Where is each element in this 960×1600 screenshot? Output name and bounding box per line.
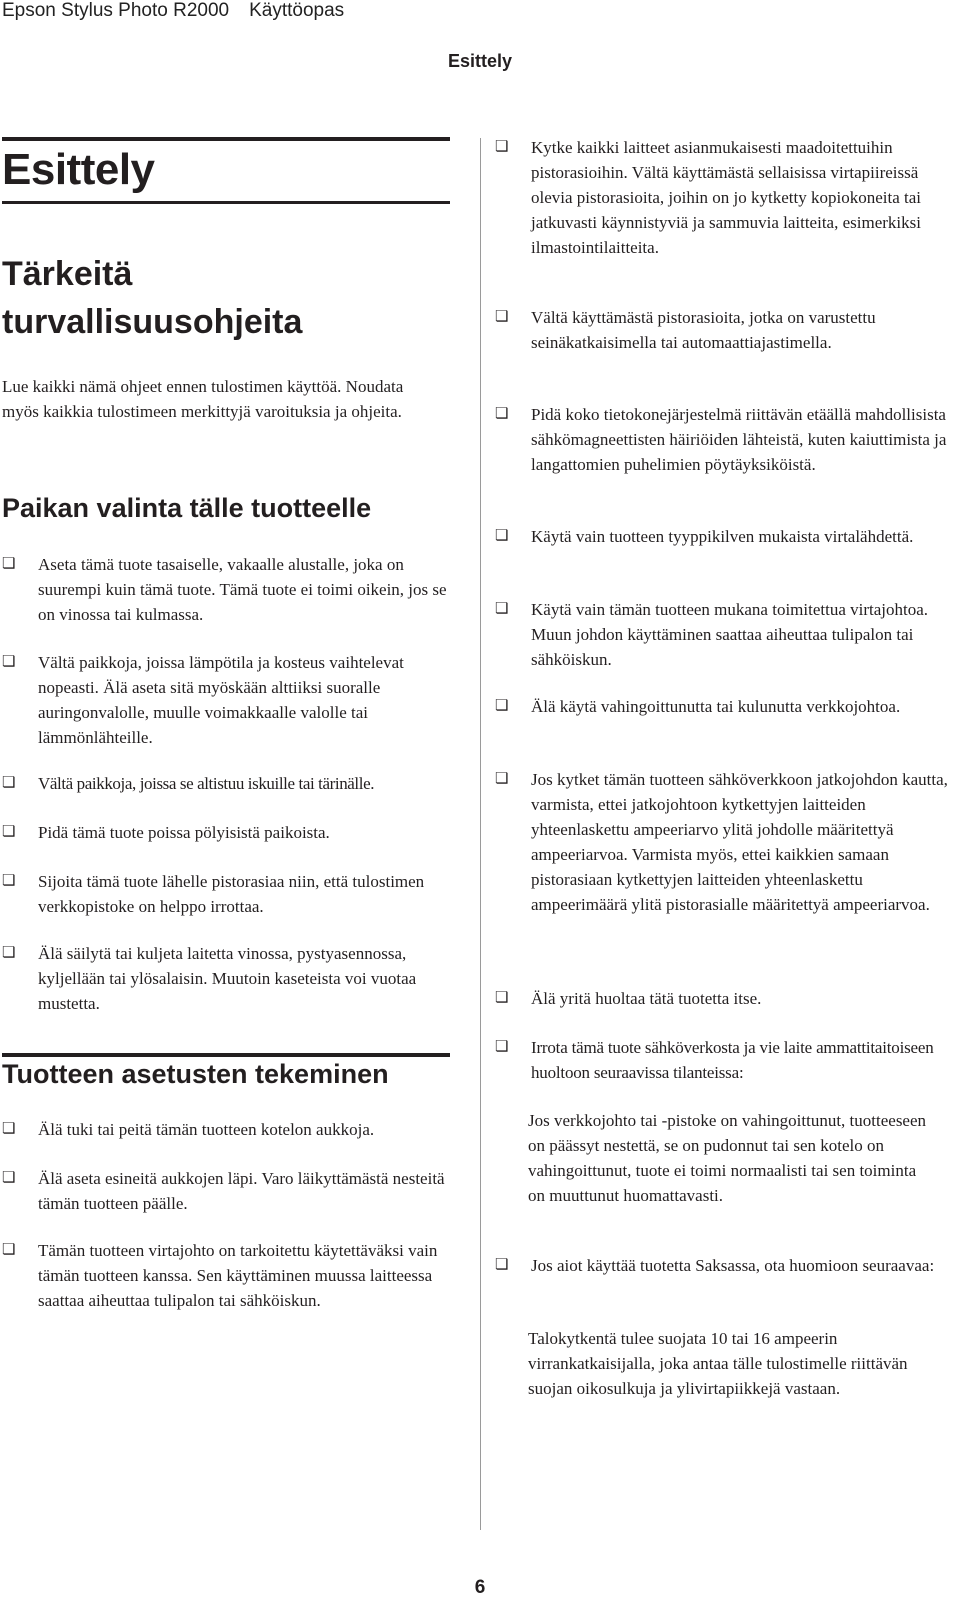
list-item: ❏ Älä käytä vahingoittunutta tai kulunutta verkkojohtoa.	[495, 694, 950, 719]
list-item: ❏ Käytä vain tuotteen tyyppikilven mukaista virtalähdettä.	[495, 524, 950, 549]
checkbox-icon: ❏	[2, 775, 16, 791]
list-item: ❏ Vältä paikkoja, joissa se altistuu iskuille tai tärinälle.	[2, 771, 457, 796]
page-title: Esittely	[2, 145, 155, 194]
checkbox-icon: ❏	[2, 1121, 16, 1137]
list-item: ❏ Vältä käyttämästä pistorasioita, jotka on varustettu seinäkatkaisimella tai automaattiajastimella.	[495, 305, 950, 355]
checkbox-icon: ❏	[495, 1257, 509, 1273]
location-heading: Paikan valinta tälle tuotteelle	[2, 493, 372, 523]
checkbox-icon: ❏	[2, 1170, 16, 1186]
checkbox-icon: ❏	[2, 824, 16, 840]
service-note: Jos verkkojohto tai -pistoke on vahingoittunut, tuotteeseen on päässyt nestettä, se on pudonnut tai sen kotelo on vahingoittunut, tuote ei toimi normaalisti tai sen toiminta on muuttunut huomattavasti.	[528, 1111, 927, 1205]
checkbox-icon: ❏	[495, 771, 509, 787]
safety-heading: Tärkeitä turvallisuusohjeita	[2, 255, 303, 341]
setup-heading-rule	[2, 1053, 450, 1057]
guide-name: Käyttöopas	[249, 0, 345, 21]
list-item: ❏ Jos kytket tämän tuotteen sähköverkkoon jatkojohdon kautta, varmista, ettei jatkojohtoon kytkettyjen laitteiden yhteenlaskettu ampeeriarvo ylitä johdolle määritettyä ampeeriarvoa. Varmista myös, ettei kaikkien samaan pistorasiaan kytkettyjen laitteiden yhteenlaskettu ampeerimäärä ylitä pistorasialle määritettyä ampeeriarvoa.	[495, 767, 950, 917]
list-item: ❏ Irrota tämä tuote sähköverkosta ja vie laite ammattitaitoiseen huoltoon seuraavissa tilanteissa:	[495, 1035, 950, 1085]
checkbox-icon: ❏	[495, 1039, 509, 1055]
list-item: ❏ Vältä paikkoja, joissa lämpötila ja kosteus vaihtelevat nopeasti. Älä aseta sitä myöskään alttiiksi suoralle auringonvalolle, muulle voimakkaalle valolle tai lämmönlähteille.	[2, 650, 452, 750]
checkbox-icon: ❏	[495, 309, 509, 325]
checkbox-icon: ❏	[495, 139, 509, 155]
list-item: ❏ Sijoita tämä tuote lähelle pistorasiaa niin, että tulostimen verkkopistoke on helppo irrottaa.	[2, 869, 452, 919]
list-item: ❏ Kytke kaikki laitteet asianmukaisesti maadoitettuihin pistorasioihin. Vältä käyttämästä sellaisissa virtapiireissä olevia pistorasioita, joihin on jo kytketty kopiokoneita tai jatkuvasti käynnistyviä ja sammuvia laitteita, esimerkiksi ilmastointilaitteita.	[495, 135, 950, 260]
list-item: ❏ Jos aiot käyttää tuotetta Saksassa, ota huomioon seuraavaa:	[495, 1253, 950, 1278]
checkbox-icon: ❏	[495, 990, 509, 1006]
list-item: ❏ Tämän tuotteen virtajohto on tarkoitettu käytettäväksi vain tämän tuotteen kanssa. Sen käyttäminen muussa laitteessa saattaa aiheuttaa tulipalon tai sähköiskun.	[2, 1238, 452, 1313]
checkbox-icon: ❏	[495, 528, 509, 544]
checkbox-icon: ❏	[495, 601, 509, 617]
checkbox-icon: ❏	[2, 654, 16, 670]
list-item: ❏ Älä säilytä tai kuljeta laitetta vinossa, pystyasennossa, kyljellään tai ylösalaisin. Muutoin kaseteista voi vuotaa mustetta.	[2, 941, 452, 1016]
page-number: 6	[474, 1577, 486, 1598]
list-item: ❏ Älä tuki tai peitä tämän tuotteen kotelon aukkoja.	[2, 1117, 452, 1142]
list-item: ❏ Pidä koko tietokonejärjestelmä riittävän etäällä mahdollisista sähkömagneettisten häiriöiden lähteistä, kuten kaiuttimista ja langattomien puhelimien pöytäyksiköistä.	[495, 402, 950, 477]
list-item: ❏ Aseta tämä tuote tasaiselle, vakaalle alustalle, joka on suurempi kuin tämä tuote. Tämä tuote ei toimi oikein, jos se on vinossa tai kulmassa.	[2, 552, 452, 627]
list-item: ❏ Käytä vain tämän tuotteen mukana toimitettua virtajohtoa. Muun johdon käyttäminen saattaa aiheuttaa tulipalon tai sähköiskun.	[495, 597, 950, 672]
checkbox-icon: ❏	[2, 1242, 16, 1258]
list-item: ❏ Älä yritä huoltaa tätä tuotetta itse.	[495, 986, 950, 1011]
intro-paragraph: Lue kaikki nämä ohjeet ennen tulostimen käyttöä. Noudata myös kaikkia tulostimeen merkittyjä varoituksia ja ohjeita.	[2, 377, 404, 421]
running-header	[2, 0, 364, 22]
checkbox-icon: ❏	[495, 406, 509, 422]
checkbox-icon: ❏	[2, 556, 16, 572]
section-label: Esittely	[447, 51, 513, 71]
checkbox-icon: ❏	[2, 945, 16, 961]
setup-heading: Tuotteen asetusten tekeminen	[2, 1059, 389, 1089]
list-item: ❏ Pidä tämä tuote poissa pölyisistä paikoista.	[2, 820, 452, 845]
checkbox-icon: ❏	[495, 698, 509, 714]
germany-note: Talokytkentä tulee suojata 10 tai 16 ampeerin virrankatkaisijalla, joka antaa tälle tulostimelle riittävän suojan oikosulkuja ja ylivirtapiikkejä vastaan.	[528, 1329, 908, 1398]
product-name: Epson Stylus Photo R2000	[2, 0, 230, 21]
title-rule-bottom	[2, 201, 450, 204]
title-rule-top	[2, 137, 450, 141]
column-divider	[480, 138, 481, 1530]
checkbox-icon: ❏	[2, 873, 16, 889]
list-item: ❏ Älä aseta esineitä aukkojen läpi. Varo läikyttämästä nesteitä tämän tuotteen päälle.	[2, 1166, 452, 1216]
